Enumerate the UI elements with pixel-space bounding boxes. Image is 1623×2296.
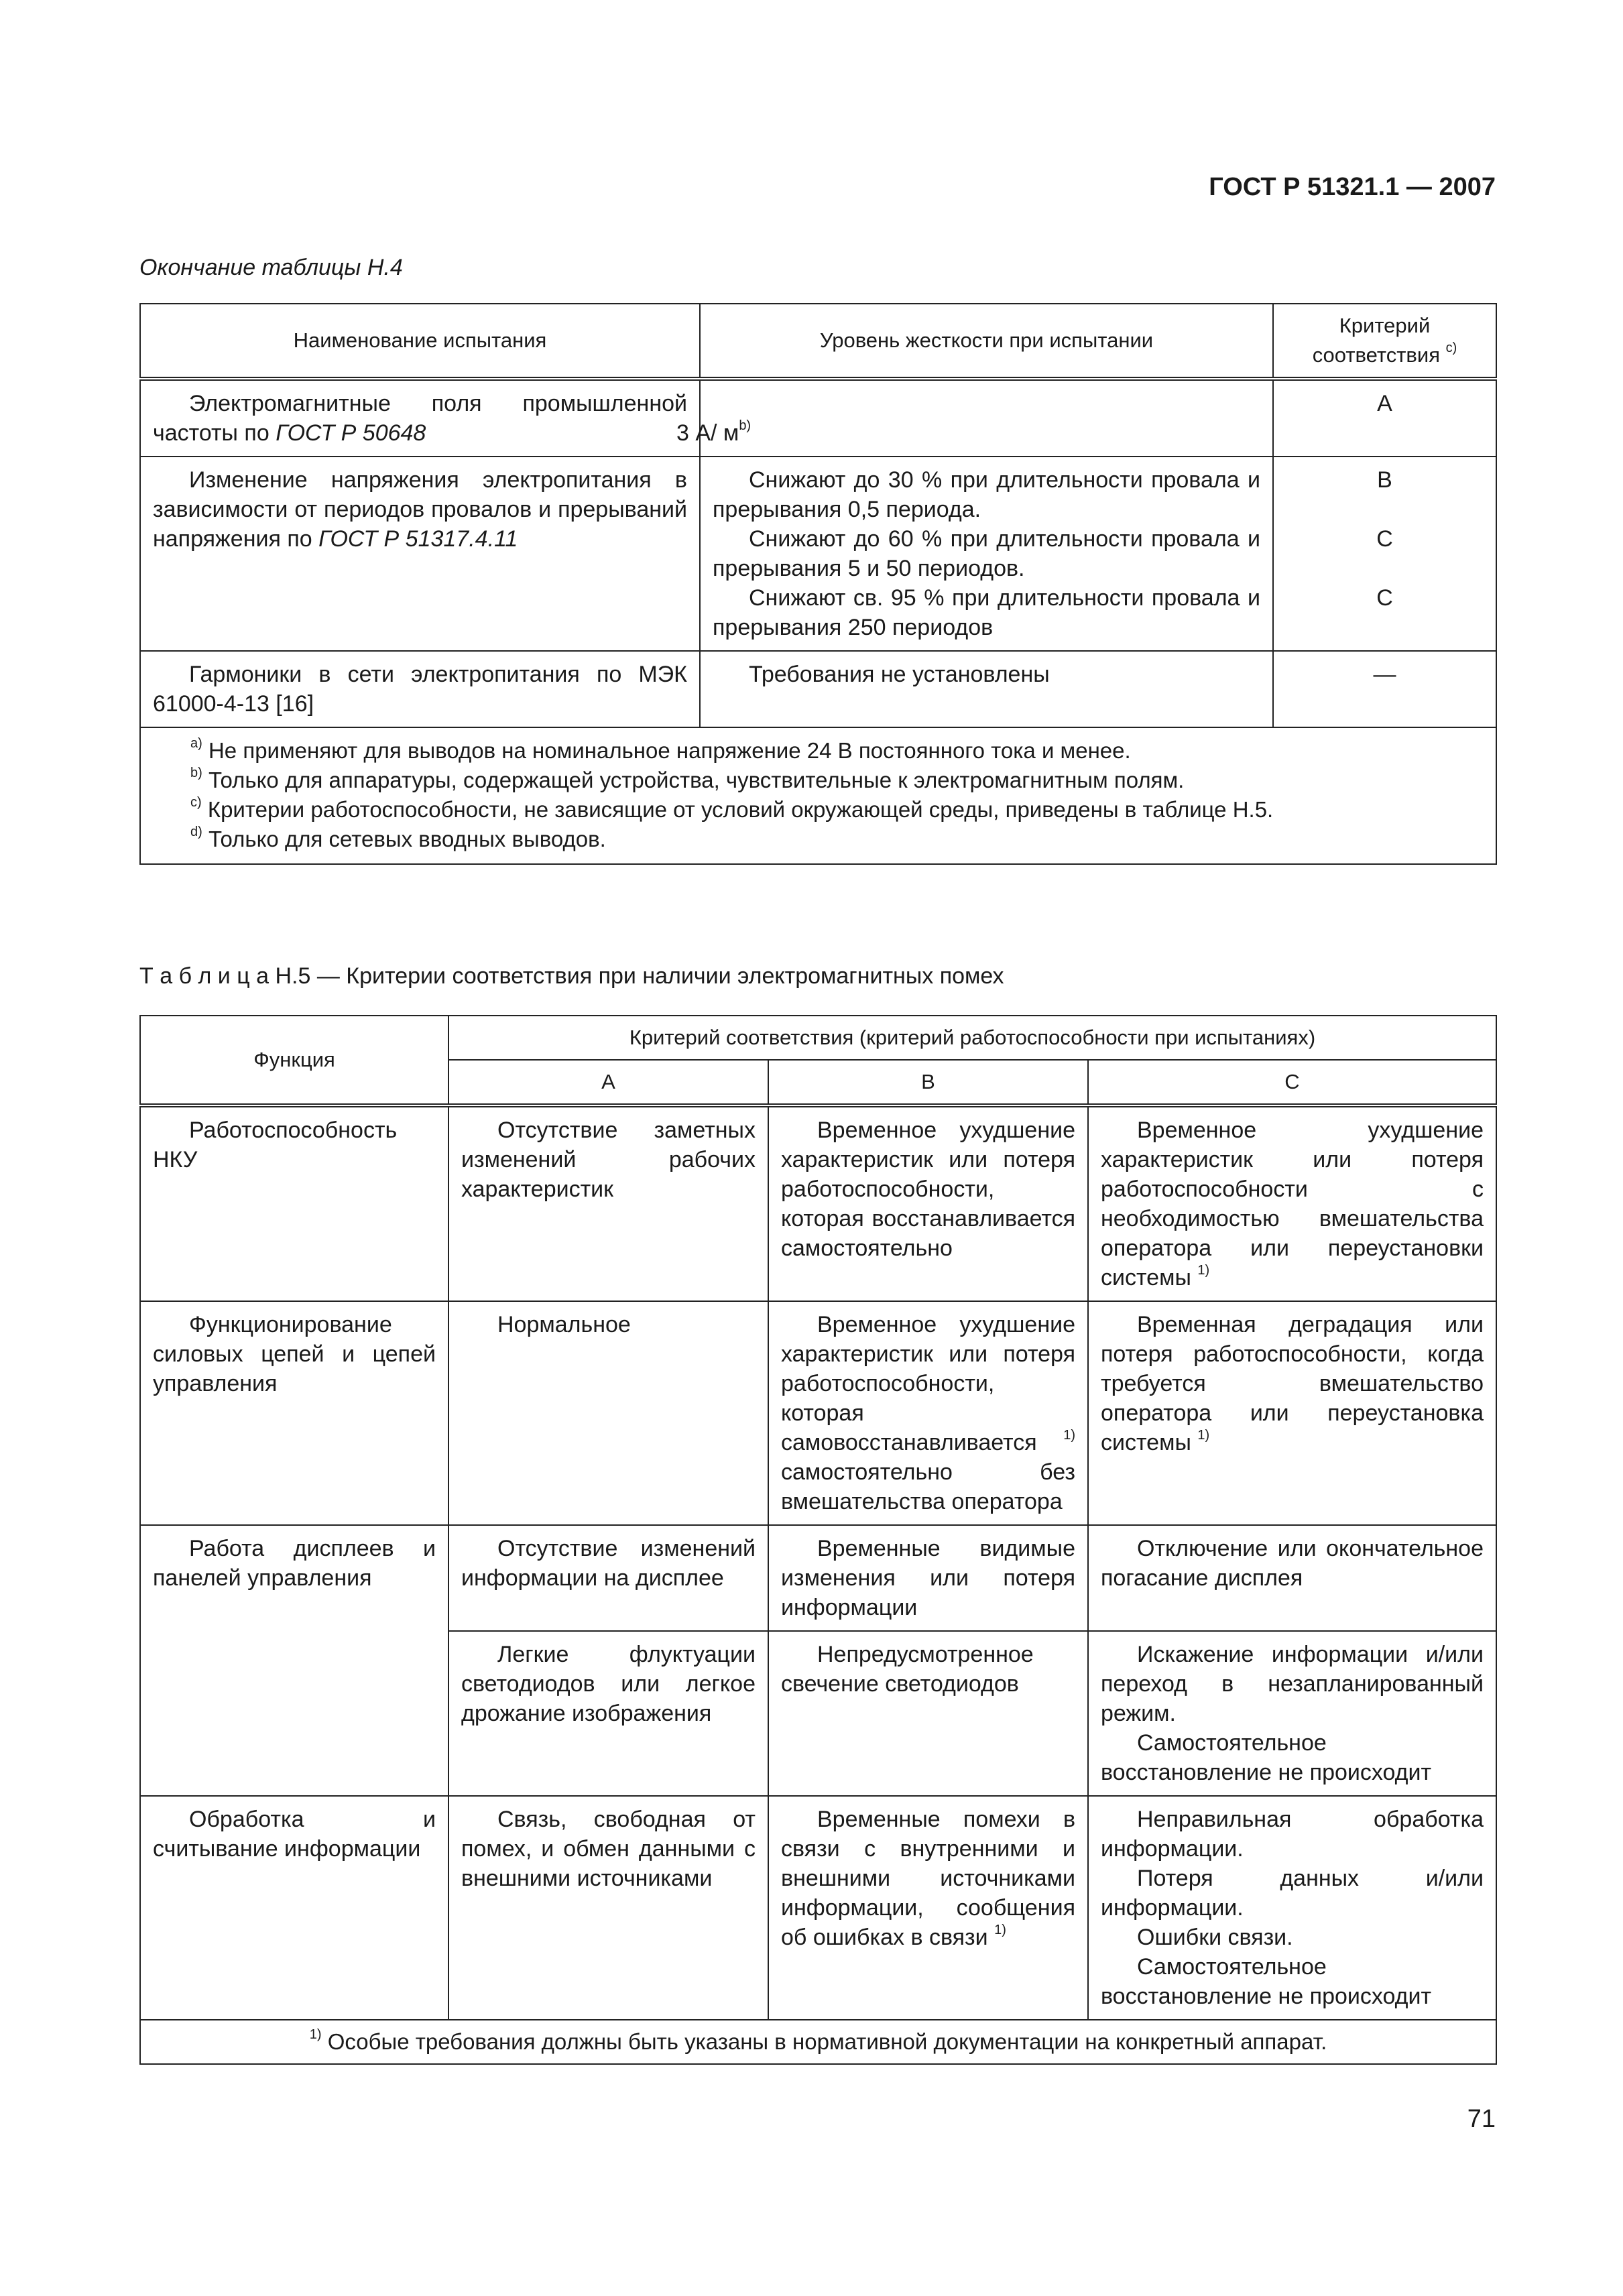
table-row xyxy=(140,1301,1496,1525)
criterion-b-cell: Непредусмотренное свечение светодиодов xyxy=(768,1631,1088,1796)
criterion-a-cell: Легкие флуктуации светодиодов или легкое дрожание изображения xyxy=(448,1631,768,1796)
test-name: Изменение напряжения электропитания в зависимости от периодов провалов и прерываний напряжения по ГОСТ Р 51317.4.11 xyxy=(140,457,700,651)
table4-caption: Окончание таблицы Н.4 xyxy=(139,255,403,280)
col-function: Функция xyxy=(140,1016,448,1105)
note-c: $^{c)}$ Критерии работоспособности, не зависящие от условий окружающей среды, приведены в таблице Н.5. xyxy=(190,795,1274,822)
function-cell: Работа дисплеев и панелей управления xyxy=(140,1525,448,1796)
note-d: $^{d)}$ Только для сетевых вводных выводов. xyxy=(190,825,606,851)
criterion-b-cell: Временное ухудшение характеристик или потеря работоспособности, которая восстанавливается самостоятельно xyxy=(768,1105,1088,1301)
test-name: Электромагнитные поля промышленной частоты по ГОСТ Р 50648 xyxy=(140,379,700,457)
col-b: В xyxy=(768,1060,1088,1105)
table-notes-row xyxy=(140,727,1496,864)
col-criterion-group: Критерий соответствия (критерий работоспособности при испытаниях) xyxy=(448,1016,1496,1060)
severity-level: 3 А/ $м^{b)}$ xyxy=(700,379,1273,457)
criterion: — xyxy=(1273,651,1496,727)
page-number: 71 xyxy=(1467,2105,1496,2133)
table-row xyxy=(140,457,1496,651)
table-row xyxy=(140,379,1496,457)
table5-caption: Т а б л и ц а Н.5 — Критерии соответствия при наличии электромагнитных помех xyxy=(139,963,1004,989)
table-footnote-row xyxy=(140,2020,1496,2064)
criterion-c-cell: Неправильная обработка информации. Потеря данных и/или информации. Ошибки связи. Самостоятельное восстановление не происходит xyxy=(1088,1796,1496,2020)
col-test-name: Наименование испытания xyxy=(140,304,700,379)
criterion-b-cell: Временные помехи в связи с внутренними и внешними источниками информации, сообщения об ошибках в связи $^{1)}$ xyxy=(768,1796,1088,2020)
table-footnote: $^{1)}$ Особые требования должны быть указаны в нормативной документации на конкретный аппарат. xyxy=(140,2020,1496,2064)
table-h5 xyxy=(139,1015,1497,2065)
severity-level: Снижают до 30 % при длительности провала и прерывания 0,5 периода. Снижают до 60 % при длительности провала и прерывания 5 и 50 периодов. Снижают св. 95 % при длительности провала и прерывания 250 периодов xyxy=(700,457,1273,651)
table-header-row xyxy=(140,1016,1496,1060)
col-criterion: Критерий соответствия $^{c)}$ xyxy=(1273,304,1496,379)
criterion-c-cell: Отключение или окончательное погасание дисплея xyxy=(1088,1525,1496,1631)
document-id: ГОСТ Р 51321.1 — 2007 xyxy=(1209,173,1496,201)
function-cell: Работоспособность НКУ xyxy=(140,1105,448,1301)
table-row xyxy=(140,1796,1496,2020)
criterion-c-cell: Искажение информации и/или переход в незапланированный режим. Самостоятельное восстановление не происходит xyxy=(1088,1631,1496,1796)
criterion-a-cell: Связь, свободная от помех, и обмен данными с внешними источниками xyxy=(448,1796,768,2020)
col-severity-level: Уровень жесткости при испытании xyxy=(700,304,1273,379)
col-c: С xyxy=(1088,1060,1496,1105)
note-b: $^{b)}$ Только для аппаратуры, содержащей устройства, чувствительные к электромагнитным полям. xyxy=(190,766,1185,792)
criterion: А xyxy=(1273,379,1496,457)
table-row xyxy=(140,1525,1496,1631)
table-row xyxy=(140,1105,1496,1301)
criterion-a-cell: Нормальное xyxy=(448,1301,768,1525)
note-a: $^{a)}$ Не применяют для выводов на номинальное напряжение 24 В постоянного тока и менее. xyxy=(190,736,1131,763)
table-header-row xyxy=(140,304,1496,379)
criterion-b-cell: Временные видимые изменения или потеря информации xyxy=(768,1525,1088,1631)
criterion: В С С xyxy=(1273,457,1496,651)
criterion-a-cell: Отсутствие изменений информации на дисплее xyxy=(448,1525,768,1631)
table-h4 xyxy=(139,303,1497,865)
criterion-c-cell: Временная деградация или потеря работоспособности, когда требуется вмешательство оператора или переустановка системы $^{1)}$ xyxy=(1088,1301,1496,1525)
severity-level: Требования не установлены xyxy=(700,651,1273,727)
criterion-c-cell: Временное ухудшение характеристик или потеря работоспособности с необходимостью вмешательства оператора или переустановки системы $^{1)}$ xyxy=(1088,1105,1496,1301)
col-a: А xyxy=(448,1060,768,1105)
function-cell: Функционирование силовых цепей и цепей управления xyxy=(140,1301,448,1525)
table-notes xyxy=(140,727,1496,864)
criterion-b-cell: Временное ухудшение характеристик или потеря работоспособности, которая самовосстанавливается $^{1)}$ самостоятельно без вмешательства оператора xyxy=(768,1301,1088,1525)
table-row xyxy=(140,651,1496,727)
criterion-a-cell: Отсутствие заметных изменений рабочих характеристик xyxy=(448,1105,768,1301)
test-name: Гармоники в сети электропитания по МЭК 61000-4-13 [16] xyxy=(140,651,700,727)
function-cell: Обработка и считывание информации xyxy=(140,1796,448,2020)
